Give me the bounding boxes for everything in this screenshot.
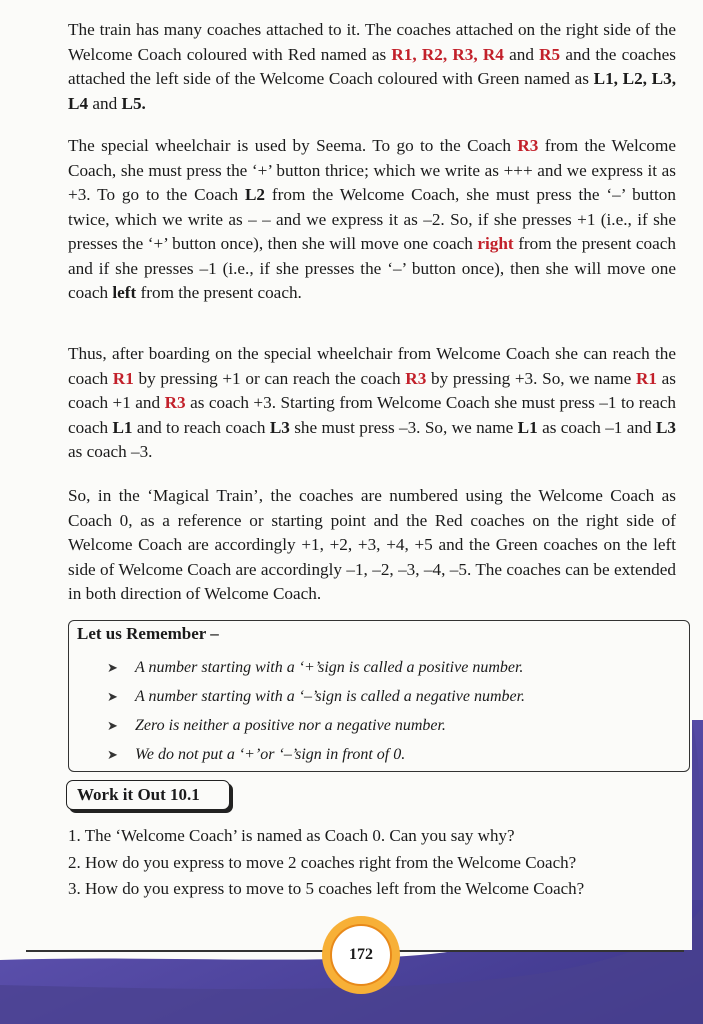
paragraph-coaches-naming: The train has many coaches attached to it. The coaches attached on the right side of the Welcome Coach coloured with Red named as R1, R2, R3, R4 and R5 and the coaches attached the left side of the Welcome Coach coloured with Green named as L1, L2, L3, L4 and L5. — [68, 20, 676, 113]
remember-list — [107, 655, 525, 771]
page-number-badge — [322, 916, 400, 994]
arrow-bullet-icon: ➤ — [107, 660, 118, 675]
remember-item: ➤ We do not put a ‘+’or ‘–’sign in front of 0. — [107, 742, 525, 771]
question-item: 3. How do you express to move to 5 coaches left from the Welcome Coach? — [68, 879, 585, 898]
arrow-bullet-icon: ➤ — [107, 747, 118, 762]
remember-title: Let us Remember – — [77, 624, 219, 643]
remember-item: ➤ Zero is neither a positive nor a negative number. — [107, 713, 525, 742]
arrow-bullet-icon: ➤ — [107, 718, 118, 733]
work-it-out-heading: Work it Out 10.1 — [66, 780, 230, 810]
question-item: 2. How do you express to move 2 coaches right from the Welcome Coach? — [68, 852, 577, 872]
paragraph-wheelchair: The special wheelchair is used by Seema. To go to the Coach R3 from the Welcome Coach, she must press the ‘+’ button thrice; which we write as +++ and we express it as +3. To go to the Coach L2 from the Welcome Coach, she must press the ‘–’ button twice, which we write as – – and we express it as –2. So, if she presses +1 (i.e., if she presses the ‘+’ button once), then she will move one coach right from the present coach and if she presses –1 (i.e., if she presses the ‘–’ button once), then she will move one coach left from the present coach. — [68, 136, 676, 302]
footer-rule-left — [26, 950, 326, 952]
paragraph-magical-train: So, in the ‘Magical Train’, the coaches are numbered using the Welcome Coach as Coach 0, as a reference or starting point and the Red coaches on the right side of Welcome Coach are accordingly +1, +2, +3, +4, +5 and the Green coaches on the left side of Welcome Coach are accordingly –1, –2, –3, –4, –5. The coaches can be extended in both direction of Welcome Coach. — [68, 486, 676, 603]
work-questions — [68, 823, 584, 903]
remember-box — [68, 620, 690, 772]
paragraph-coach-numbering: Thus, after boarding on the special wheelchair from Welcome Coach she can reach the coach R1 by pressing +1 or can reach the coach R3 by pressing +3. So, we name R1 as coach +1 and R3 as coach +3. Starting from Welcome Coach she must press –1 to reach coach L1 and to reach coach L3 she must press –3. So, we name L1 as coach –1 and L3 as coach –3. — [68, 344, 677, 461]
question-item: 1. The ‘Welcome Coach’ is named as Coach 0. Can you say why? — [68, 826, 515, 845]
footer-rule-right — [398, 950, 684, 952]
remember-item: ➤ A number starting with a ‘+’sign is called a positive number. — [107, 655, 525, 684]
remember-item: ➤ A number starting with a ‘–’sign is called a negative number. — [107, 684, 525, 713]
arrow-bullet-icon: ➤ — [107, 689, 118, 704]
page-number: 172 — [330, 924, 392, 986]
